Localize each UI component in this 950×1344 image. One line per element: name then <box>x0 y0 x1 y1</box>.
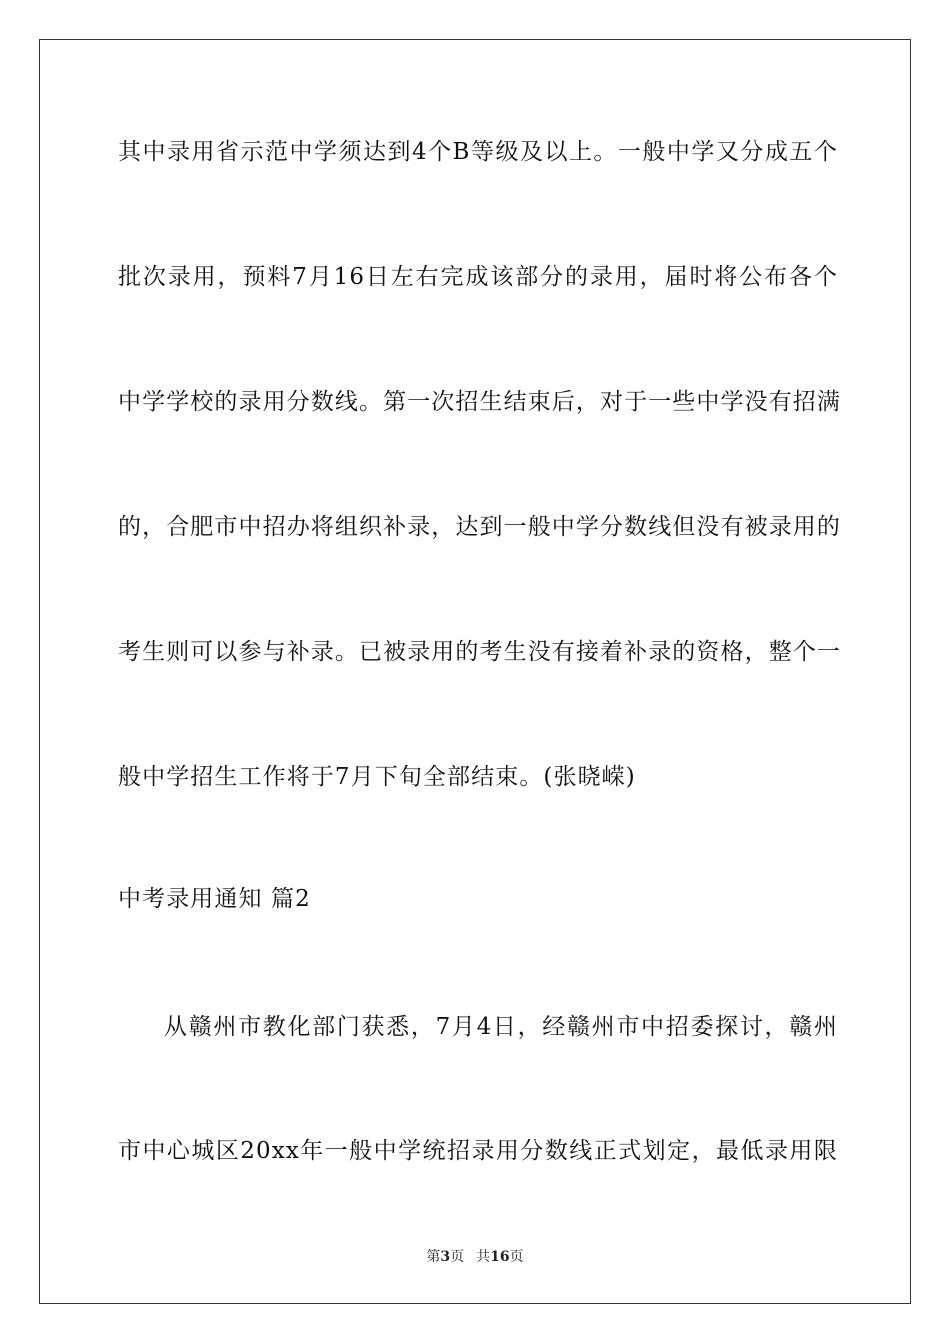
body-text-line: 的，合肥市中招办将组织补录，达到一般中学分数线但没有被录用的 <box>118 514 841 540</box>
body-text-line: 其中录用省示范中学须达到4个B等级及以上。一般中学又分成五个 <box>118 139 838 165</box>
total-prefix: 共 <box>476 1249 491 1265</box>
page-footer <box>0 1248 950 1266</box>
page-number: 3 <box>440 1249 451 1265</box>
body-text-line: 般中学招生工作将于7月下旬全部结束。(张晓嵘) <box>118 764 636 790</box>
body-text-line: 批次录用，预料7月16日左右完成该部分的录用，届时将公布各个 <box>118 264 838 290</box>
page-prefix: 第 <box>426 1249 441 1265</box>
body-text-line: 市中心城区20xx年一般中学统招录用分数线正式划定，最低录用限 <box>118 1138 838 1164</box>
body-text-line: 中学学校的录用分数线。第一次招生结束后，对于一些中学没有招满 <box>118 389 841 415</box>
total-pages: 16 <box>490 1249 510 1265</box>
page-frame <box>39 39 911 1304</box>
section-heading: 中考录用通知 篇2 <box>118 886 311 912</box>
total-suffix: 页 <box>509 1249 524 1265</box>
body-text-line: 从赣州市教化部门获悉，7月4日，经赣州市中招委探讨，赣州 <box>164 1014 838 1040</box>
body-text-line: 考生则可以参与补录。已被录用的考生没有接着补录的资格，整个一 <box>118 639 841 665</box>
page-suffix: 页 <box>450 1249 465 1265</box>
